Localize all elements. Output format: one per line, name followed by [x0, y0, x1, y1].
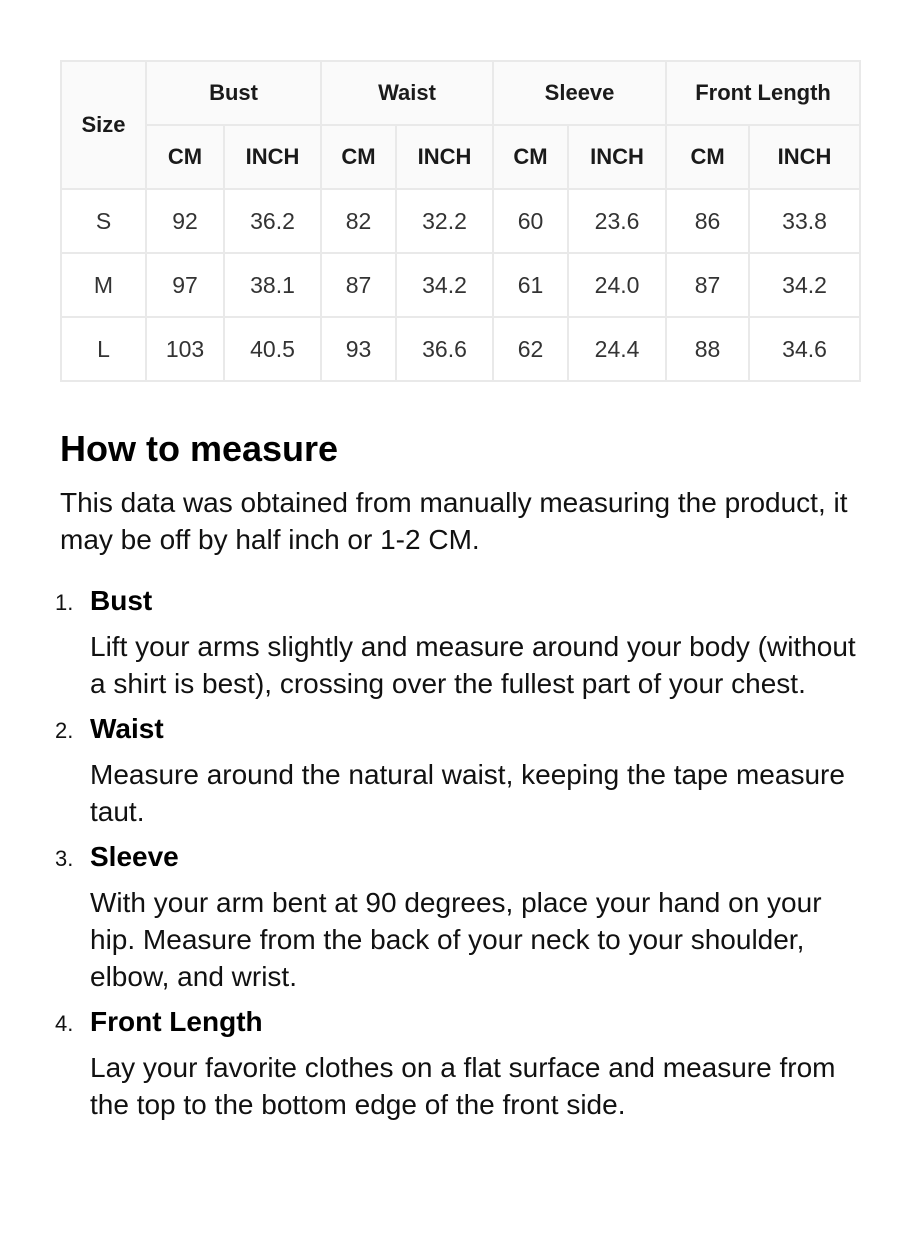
- table-cell: 92: [146, 189, 224, 253]
- unit-header: INCH: [396, 125, 493, 189]
- size-column-header: Size: [61, 61, 146, 189]
- step-number: 3.: [55, 846, 74, 871]
- list-item: [55, 838, 860, 995]
- step-title: Waist: [90, 713, 164, 744]
- unit-header: INCH: [224, 125, 321, 189]
- bust-header: Bust: [146, 61, 321, 125]
- measure-steps: [55, 582, 860, 1131]
- unit-header: INCH: [749, 125, 860, 189]
- measure-intro: This data was obtained from manually measuring the product, it may be off by half inch or 1-2 CM.: [60, 487, 848, 555]
- step-title: Front Length: [90, 1006, 263, 1037]
- table-cell: 24.4: [568, 317, 666, 381]
- size-cell: L: [61, 317, 146, 381]
- table-cell: 86: [666, 189, 749, 253]
- table-cell: 93: [321, 317, 396, 381]
- step-description: With your arm bent at 90 degrees, place your hand on your hip. Measure from the back of your neck to your shoulder, elbow, and wrist.: [90, 887, 822, 992]
- table-cell: 61: [493, 253, 568, 317]
- table-cell: 34.2: [396, 253, 493, 317]
- list-item: [55, 710, 860, 830]
- table-cell: 97: [146, 253, 224, 317]
- table-cell: 23.6: [568, 189, 666, 253]
- step-title: Bust: [90, 585, 153, 616]
- step-description: Lift your arms slightly and measure around your body (without a shirt is best), crossing over the fullest part of your chest.: [90, 631, 856, 699]
- table-cell: 62: [493, 317, 568, 381]
- table-cell: 34.2: [749, 253, 860, 317]
- table-cell: 32.2: [396, 189, 493, 253]
- table-row: [61, 189, 860, 253]
- table-cell: 40.5: [224, 317, 321, 381]
- list-item: [55, 1003, 860, 1123]
- size-cell: M: [61, 253, 146, 317]
- front-length-header: Front Length: [666, 61, 860, 125]
- unit-header: CM: [321, 125, 396, 189]
- table-cell: 34.6: [749, 317, 860, 381]
- list-item: [55, 582, 860, 702]
- table-cell: 24.0: [568, 253, 666, 317]
- unit-header: CM: [493, 125, 568, 189]
- size-cell: S: [61, 189, 146, 253]
- unit-header: CM: [146, 125, 224, 189]
- step-number: 1.: [55, 590, 74, 615]
- table-cell: 36.2: [224, 189, 321, 253]
- step-number: 2.: [55, 718, 74, 743]
- waist-header: Waist: [321, 61, 493, 125]
- step-title: Sleeve: [90, 841, 179, 872]
- how-to-measure-title: How to measure: [60, 428, 339, 469]
- table-cell: 103: [146, 317, 224, 381]
- table-cell: 82: [321, 189, 396, 253]
- table-cell: 60: [493, 189, 568, 253]
- size-guide: [55, 60, 860, 1120]
- unit-header: CM: [666, 125, 749, 189]
- table-row: [61, 317, 860, 381]
- table-cell: 33.8: [749, 189, 860, 253]
- table-cell: 38.1: [224, 253, 321, 317]
- unit-header: INCH: [568, 125, 666, 189]
- table-cell: 87: [666, 253, 749, 317]
- table-cell: 36.6: [396, 317, 493, 381]
- step-description: Measure around the natural waist, keeping the tape measure taut.: [90, 759, 845, 827]
- step-description: Lay your favorite clothes on a flat surface and measure from the top to the bottom edge of the front side.: [90, 1052, 836, 1120]
- table-unit-row: [61, 125, 860, 189]
- table-header-row: [61, 61, 860, 125]
- step-number: 4.: [55, 1011, 74, 1036]
- table-row: [61, 253, 860, 317]
- table-cell: 87: [321, 253, 396, 317]
- size-table: [60, 60, 861, 382]
- sleeve-header: Sleeve: [493, 61, 666, 125]
- table-cell: 88: [666, 317, 749, 381]
